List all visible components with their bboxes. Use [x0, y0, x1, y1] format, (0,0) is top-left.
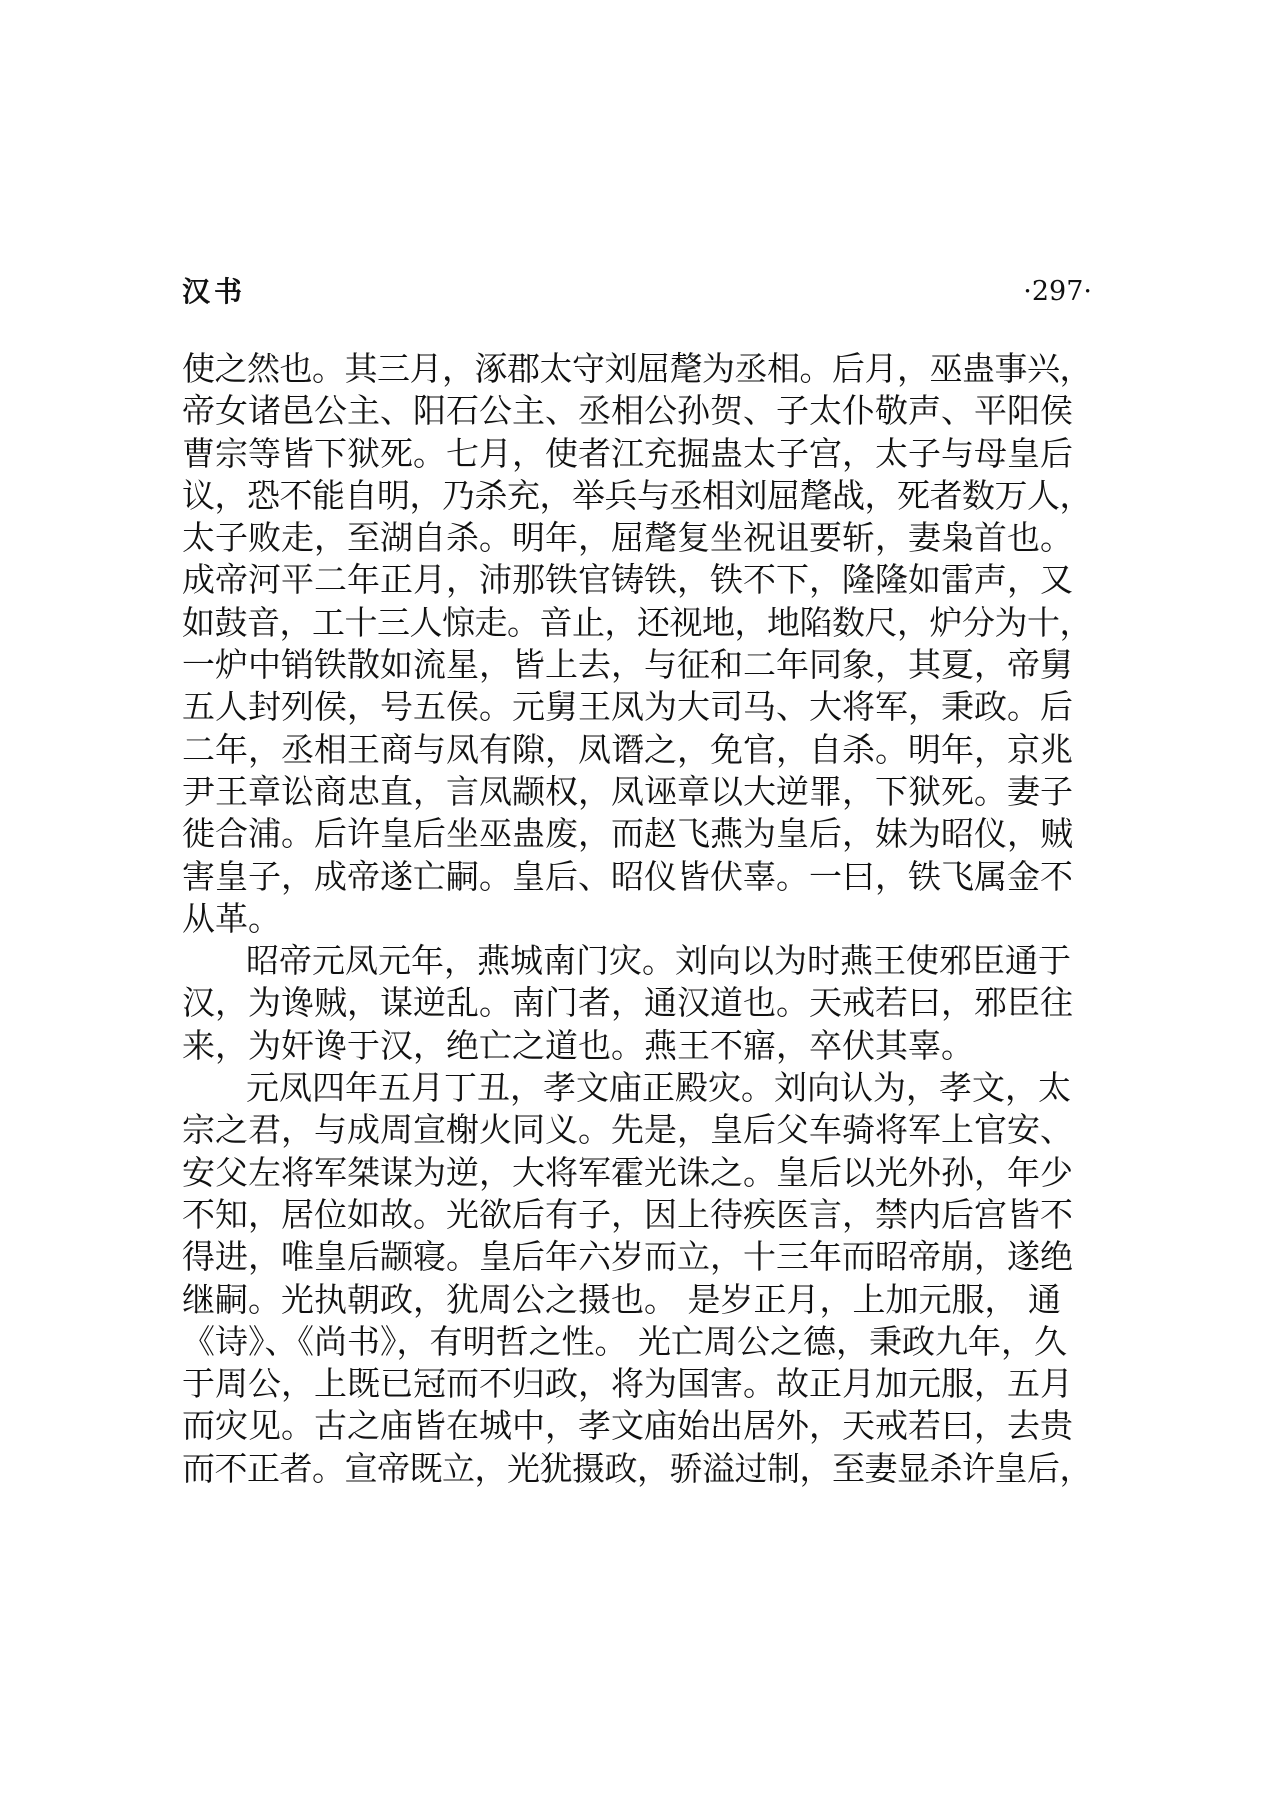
text-line: 害皇子，成帝遂亡嗣。皇后、昭仪皆伏辜。一曰，铁飞属金不: [182, 856, 1073, 896]
text-line: 得进，唯皇后颛寝。皇后年六岁而立，十三年而昭帝崩，遂绝: [182, 1237, 1073, 1277]
book-title: 汉书: [182, 275, 247, 308]
text-line: 而不正者。宣帝既立，光犹摄政，骄溢过制，至妻显杀许皇后，: [182, 1448, 1092, 1488]
text-line: 于周公，上既已冠而不归政，将为国害。故正月加元服，五月: [182, 1364, 1073, 1404]
text-line: 继嗣。光执朝政，犹周公之摄也。 是岁正月，上加元服， 通: [182, 1279, 1061, 1319]
text-line: 帝女诸邑公主、阳石公主、丞相公孙贺、子太仆敬声、平阳侯: [182, 391, 1073, 431]
text-line: 汉，为谗贼，谋逆乱。南门者，通汉道也。天戒若曰，邪臣往: [182, 983, 1073, 1023]
text-line: 议，恐不能自明，乃杀充，举兵与丞相刘屈氂战，死者数万人，: [182, 475, 1092, 515]
text-line: 太子败走，至湖自杀。明年，屈氂复坐祝诅要斩，妻枭首也。: [182, 518, 1073, 558]
page-number: ·297·: [1023, 276, 1092, 307]
text-line: 五人封列侯，号五侯。元舅王凤为大司马、大将军，秉政。后: [182, 687, 1073, 727]
text-line: 而灾见。古之庙皆在城中，孝文庙始出居外，天戒若曰，去贵: [182, 1406, 1073, 1446]
text-line: 元凤四年五月丁丑，孝文庙正殿灾。刘向认为，孝文，太: [246, 1068, 1071, 1108]
text-line: 成帝河平二年正月，沛那铁官铸铁，铁不下，隆隆如雷声，又: [182, 560, 1073, 600]
text-line: 曹宗等皆下狱死。七月，使者江充掘蛊太子宫，太子与母皇后: [182, 433, 1073, 473]
text-line: 昭帝元凤元年，燕城南门灾。刘向以为时燕王使邪臣通于: [246, 941, 1071, 981]
text-line: 从革。: [182, 898, 281, 938]
text-line: 不知，居位如故。光欲后有子，因上待疾医言，禁内后宫皆不: [182, 1194, 1073, 1234]
text-line: 安父左将军桀谋为逆，大将军霍光诛之。皇后以光外孙，年少: [182, 1152, 1073, 1192]
text-line: 《诗》、《尚书》，有明哲之性。 光亡周公之德，秉政九年，久: [182, 1321, 1067, 1361]
text-line: 来，为奸谗于汉，绝亡之道也。燕王不寤，卒伏其辜。: [182, 1025, 974, 1065]
text-line: 二年，丞相王商与凤有隙，凤谮之，免官，自杀。明年，京兆: [182, 729, 1073, 769]
text-line: 一炉中销铁散如流星，皆上去，与征和二年同象，其夏，帝舅: [182, 645, 1073, 685]
text-line: 宗之君，与成周宣榭火同义。先是，皇后父车骑将军上官安、: [182, 1110, 1073, 1150]
text-line: 尹王章讼商忠直，言凤颛权，凤诬章以大逆罪，下狱死。妻子: [182, 771, 1073, 811]
text-line: 徙合浦。后许皇后坐巫蛊废，而赵飞燕为皇后，妹为昭仪，贼: [182, 814, 1073, 854]
text-line: 如鼓音，工十三人惊走。音止，还视地，地陷数尺，炉分为十，: [182, 602, 1092, 642]
body-text: [182, 348, 1092, 1490]
running-header: [182, 272, 1092, 312]
text-line: 使之然也。其三月，涿郡太守刘屈氂为丞相。后月，巫蛊事兴，: [182, 349, 1092, 388]
